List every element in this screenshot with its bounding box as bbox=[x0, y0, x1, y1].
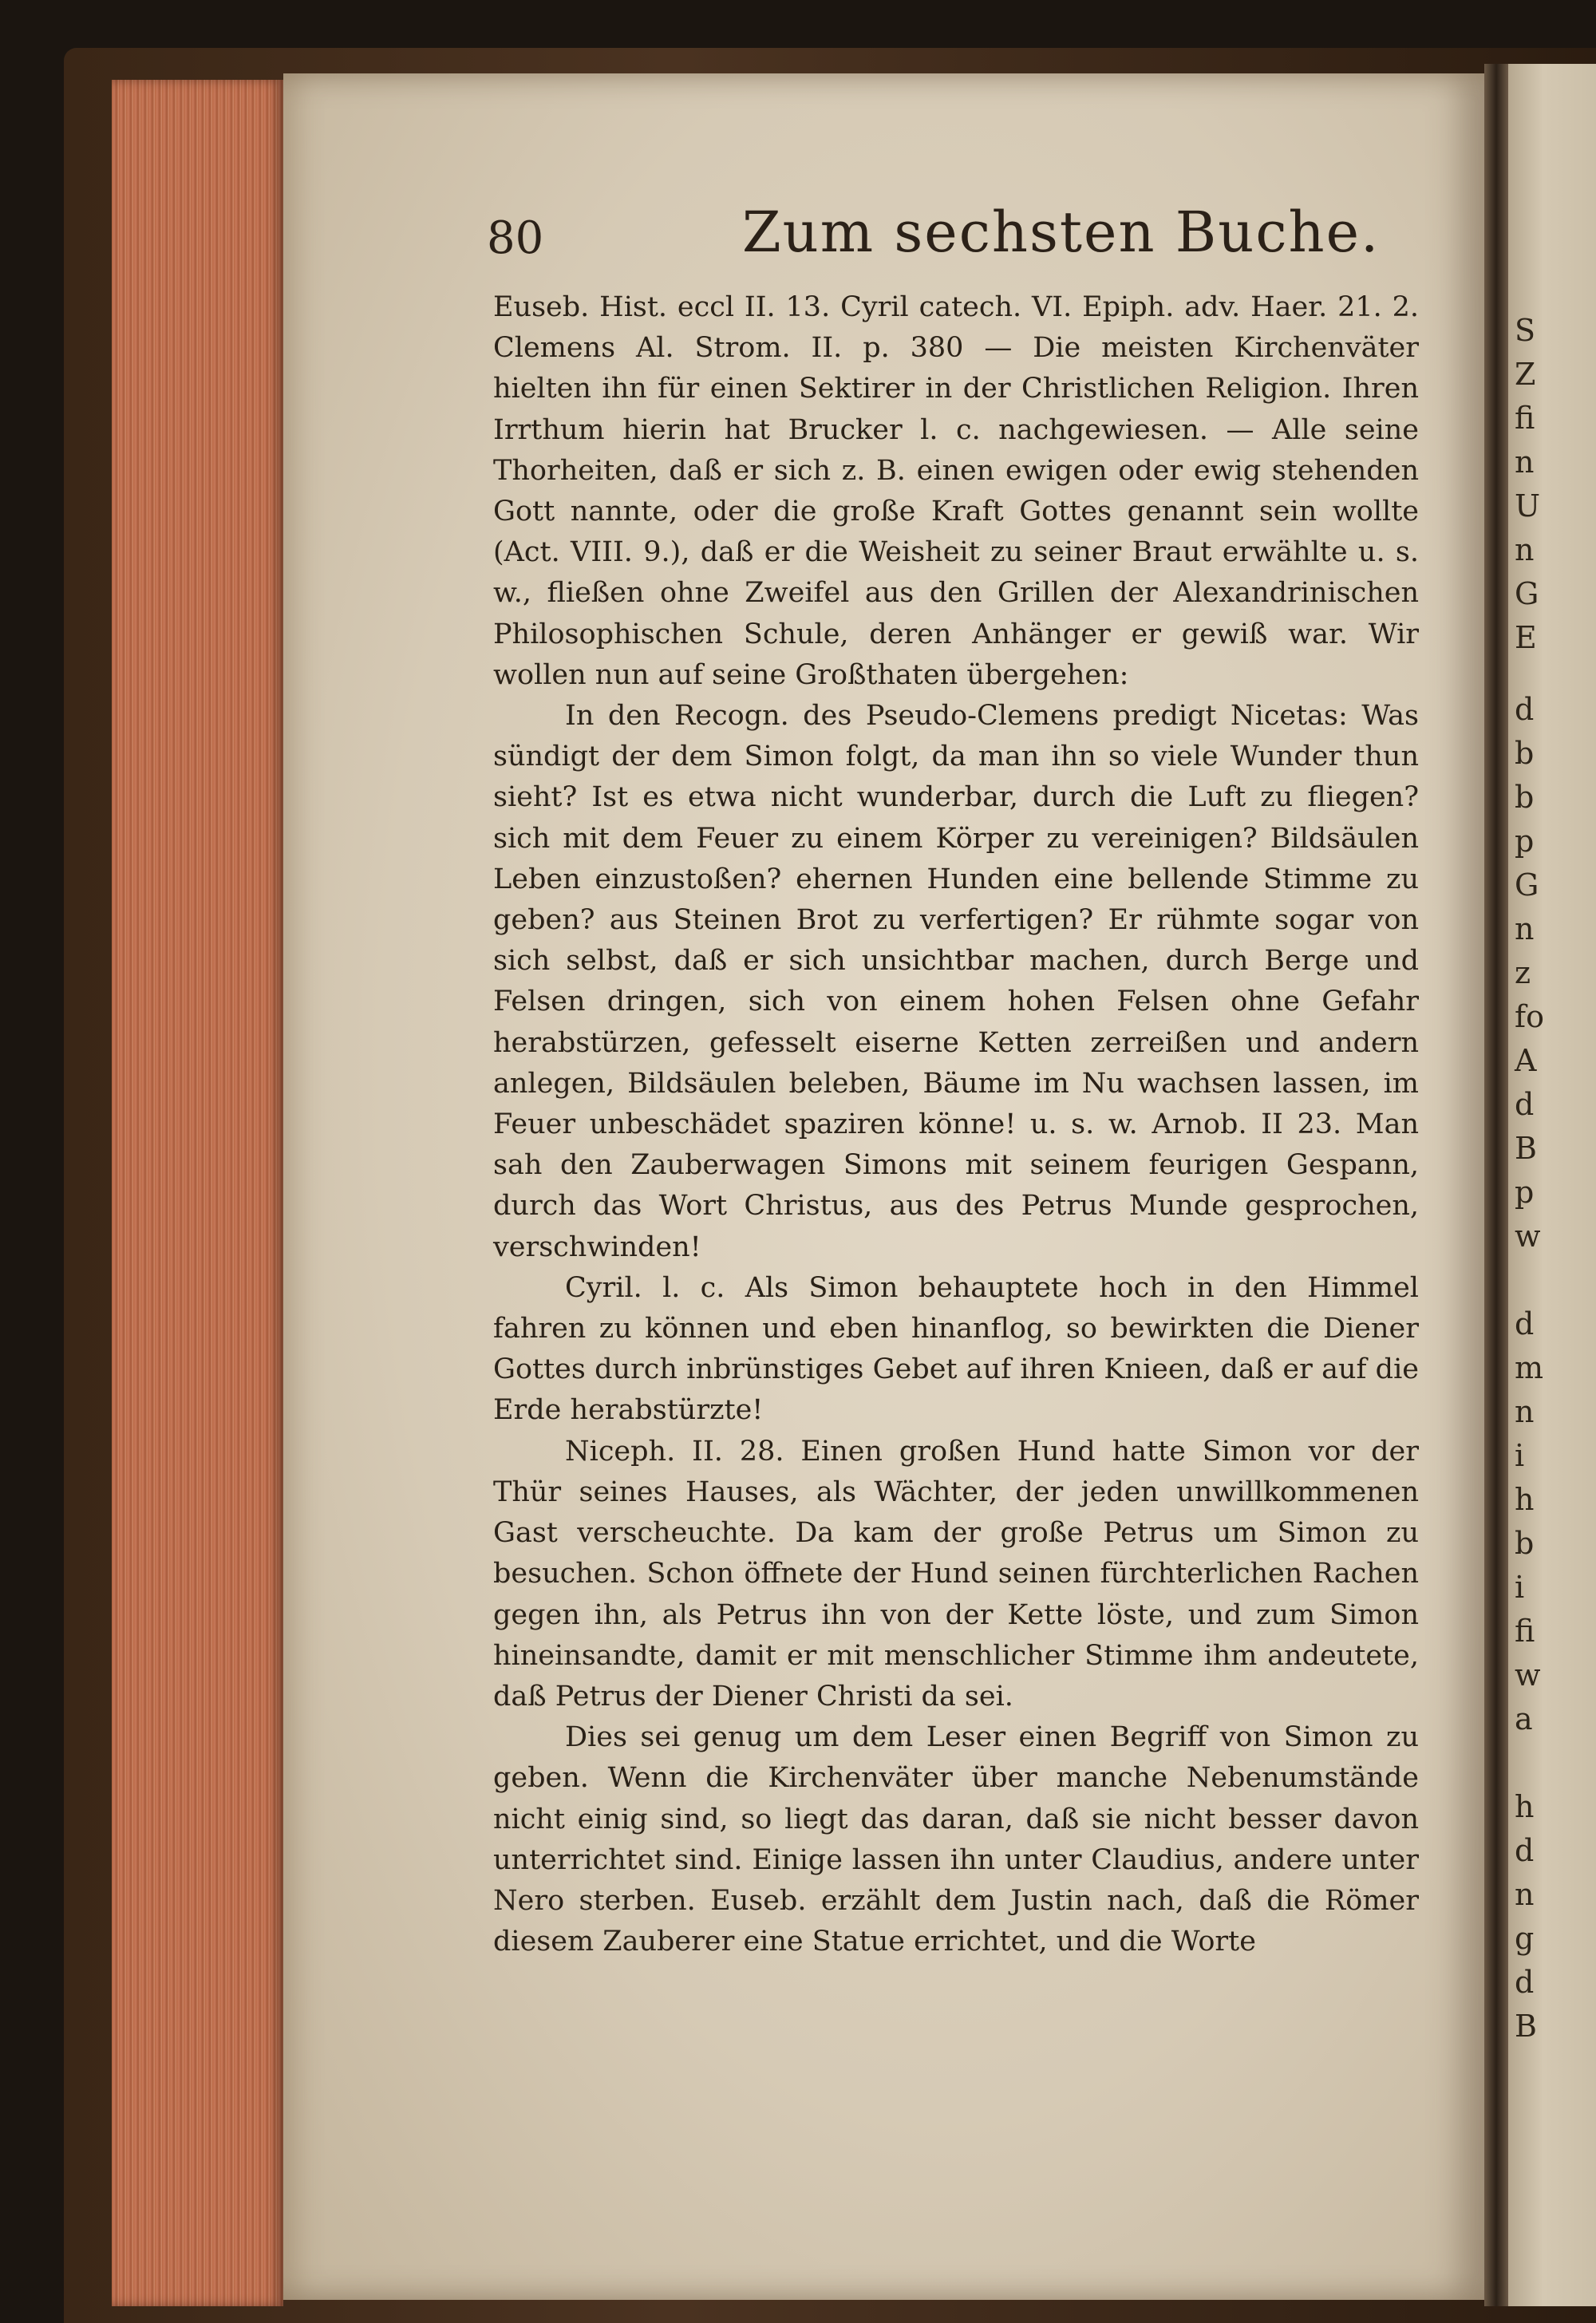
facing-page-fragment: p bbox=[1515, 824, 1535, 859]
running-head: Zum sechsten Buche. bbox=[742, 200, 1381, 265]
facing-page-fragment: i bbox=[1515, 1570, 1525, 1605]
facing-page-fragment: n bbox=[1515, 532, 1535, 567]
facing-page-fragment: B bbox=[1515, 2009, 1537, 2044]
facing-page-fragment: b bbox=[1515, 736, 1535, 771]
facing-page-fragment: n bbox=[1515, 911, 1535, 946]
facing-page-fragment: g bbox=[1515, 1921, 1535, 1956]
facing-page-fragment: p bbox=[1515, 1175, 1535, 1210]
paragraph-footnote-sources: Euseb. Hist. eccl II. 13. Cyril catech. VI. Epiph. adv. Haer. 21. 2. Clemens Al. Strom. II. p. 380 — Die meisten Kirchenväter hielten ihn für einen Sektirer in der Christlichen Religion. Ihren Irrthum hierin hat Brucker l. c. nachgewiesen. — Alle seine Thorheiten, daß er sich z. B. einen ewigen oder ewig stehenden Gott nannte, oder die große Kraft Gottes genannt sein wollte (Act. VIII. 9.), daß er die Weisheit zu seiner Braut erwählte u. s. w., fließen ohne Zweifel aus den Grillen der Alexandrinischen Philosophischen Schule, deren Anhänger er gewiß war. Wir wollen nun auf seine Großthaten übergehen: bbox=[493, 291, 1419, 691]
facing-page-fragment: A bbox=[1515, 1043, 1537, 1078]
facing-page-fragment: m bbox=[1515, 1350, 1544, 1385]
paragraph-conclusion: Dies sei genug um dem Leser einen Begriff von Simon zu geben. Wenn die Kirchenväter über manche Nebenumstände nicht einig sind, so liegt das daran, daß sie nicht besser davon unterrichtet sind. Einige lassen ihn unter Claudius, andere unter Nero sterben. Euseb. erzählt dem Justin nach, daß die Römer diesem Zauberer eine Statue errichtet, und die Worte bbox=[493, 1721, 1419, 1958]
page-header bbox=[487, 200, 1404, 271]
facing-page-fragment: w bbox=[1515, 1219, 1541, 1254]
facing-page-fragment: n bbox=[1515, 444, 1535, 480]
facing-page-fragment: n bbox=[1515, 1877, 1535, 1912]
facing-page-fragment: n bbox=[1515, 1394, 1535, 1429]
facing-page-fragment: G bbox=[1515, 867, 1539, 903]
book-gutter bbox=[1484, 64, 1508, 2306]
page-body bbox=[493, 287, 1419, 1962]
facing-page-fragment: G bbox=[1515, 576, 1539, 611]
facing-page-fragment: w bbox=[1515, 1657, 1541, 1693]
facing-page-fragment: d bbox=[1515, 1087, 1535, 1122]
facing-page-fragment: h bbox=[1515, 1482, 1535, 1517]
paragraph-nicephorus: Niceph. II. 28. Einen großen Hund hatte Simon vor der Thür seines Hauses, als Wächter, der jeden unwillkommenen Gast verscheuchte. Da kam der große Petrus um Simon zu besuchen. Schon öffnete der Hund seinen fürchterlichen Rachen gegen ihn, als Petrus ihn von der Kette löste, und zum Simon hineinsandte, damit er mit menschlicher Stimme ihm andeutete, daß Petrus der Diener Christi da sei. bbox=[493, 1435, 1419, 1713]
facing-page-fragment: i bbox=[1515, 1438, 1525, 1473]
facing-page bbox=[1508, 64, 1596, 2306]
facing-page-fragment: fo bbox=[1515, 999, 1544, 1034]
page-number: 80 bbox=[487, 212, 544, 264]
facing-page-fragment: h bbox=[1515, 1789, 1535, 1824]
facing-page-fragment: d bbox=[1515, 1965, 1535, 2000]
facing-page-fragment: a bbox=[1515, 1701, 1533, 1736]
facing-page-fragment: fi bbox=[1515, 1614, 1535, 1649]
facing-page-fragment: S bbox=[1515, 313, 1536, 348]
facing-page-fragment: b bbox=[1515, 780, 1535, 815]
facing-page-fragment: fi bbox=[1515, 401, 1535, 436]
facing-page-fragment: Z bbox=[1515, 357, 1536, 392]
facing-page-fragment: B bbox=[1515, 1131, 1537, 1166]
facing-page-fragment: z bbox=[1515, 955, 1531, 990]
facing-page-fragment: d bbox=[1515, 692, 1535, 727]
facing-page-fragment: E bbox=[1515, 620, 1537, 655]
facing-page-fragment: b bbox=[1515, 1526, 1535, 1561]
paragraph-cyril: Cyril. l. c. Als Simon behauptete hoch in den Himmel fahren zu können und eben hinanflog, so bewirkten die Diener Gottes durch inbrünstiges Gebet auf ihren Knieen, daß er auf die Erde herabstürzte! bbox=[493, 1271, 1419, 1427]
facing-page-fragment: d bbox=[1515, 1833, 1535, 1868]
page-edge-stack bbox=[112, 80, 283, 2306]
facing-page-fragment: U bbox=[1515, 488, 1541, 523]
paragraph-recognitions: In den Recogn. des Pseudo-Clemens predigt Nicetas: Was sündigt der dem Simon folgt, da man ihn so viele Wunder thun sieht? Ist es etwa nicht wunderbar, durch die Luft zu fliegen? sich mit dem Feuer zu einem Körper zu vereinigen? Bildsäulen Leben einzustoßen? ehernen Hunden eine bellende Stimme zu geben? aus Steinen Brot zu verfertigen? Er rühmte sogar von sich selbst, daß er sich unsichtbar machen, durch Berge und Felsen dringen, sich von einem hohen Felsen ohne Gefahr herabstürzen, gefesselt eiserne Ketten zerreißen und andern anlegen, Bildsäulen beleben, Bäume im Nu wachsen lassen, im Feuer unbeschädet spaziren könne! u. s. w. Arnob. II 23. Man sah den Zauberwagen Simons mit seinem feurigen Gespann, durch das Wort Christus, aus des Petrus Munde gesprochen, verschwinden! bbox=[493, 700, 1419, 1263]
facing-page-fragment: d bbox=[1515, 1306, 1535, 1341]
